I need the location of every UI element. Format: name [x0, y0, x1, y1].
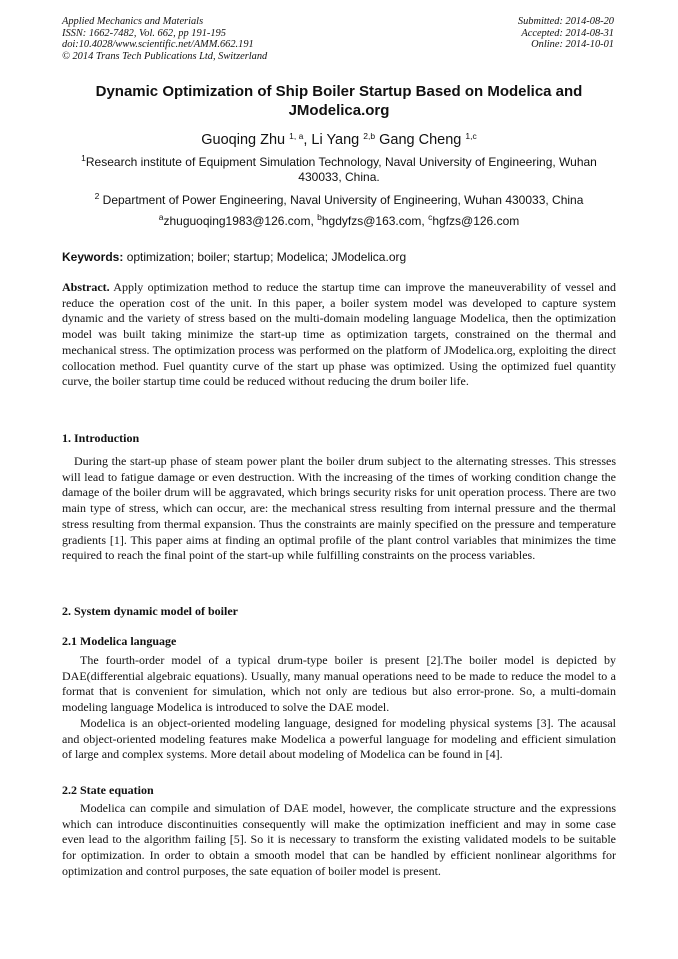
- keywords: [62, 250, 616, 265]
- email-address[interactable]: zhuguoqing1983@126.com,: [163, 214, 318, 228]
- keywords-text: optimization; boiler; startup; Modelica; JModelica.org: [123, 250, 407, 264]
- paragraph: The fourth-order model of a typical drum-type boiler is present [2].The boiler model is depicted by DAE(differential algebraic equations). Usually, many manual operations need to be made to reduce the model to a format that is convenient for simulation, which not only are tedious but also error-prone. So, a multi-domain modeling language Modelica is introduced to solve the DAE model.: [62, 653, 616, 715]
- author-affiliation-mark: 1,c: [465, 131, 477, 141]
- issn-line: ISSN: 1662-7482, Vol. 662, pp 191-195: [62, 27, 226, 39]
- paragraph: During the start-up phase of steam power plant the boiler drum subject to the alternating stresses. This stresses will lead to fatigue damage or even destruction. With the increasing of the times of working condition change the damage of the boiler drum will be aggravated, which brings security risks for unit operation process. There are two main type of stress, which can occur, are: the mechanical stress resulting from internal pressure and the thermal stress resulting from thermal expansion. Thus the constraints are mainly specified on the pressure and temperature gradients [1]. This paper aims at finding an optimal profile of the plant control variables that minimizes the time required to reach the final point of the start-up while fulfilling constraints on the process variables.: [62, 454, 616, 563]
- affiliation-1: [62, 155, 616, 185]
- journal-header-right: [518, 16, 614, 51]
- online-date: Online: 2014-10-01: [531, 39, 614, 51]
- title-line-2: JModelica.org: [288, 102, 390, 119]
- affiliation-text: 430033, China.: [298, 170, 380, 184]
- email-mark: a: [158, 212, 164, 222]
- paragraph: Modelica can compile and simulation of DAE model, however, the complicate structure and the expressions which can introduce discontinuities consequently will make the optimization inefficient and may in some case even lead to the algorithm failing [5]. So it is necessary to transform the existing validated models to be suitable for optimization. In order to obtain a smooth model that can be handled by efficient nonlinear algorithms for optimization and control purposes, the sate equation of boiler model is present.: [62, 801, 616, 878]
- affiliation-text: Department of Power Engineering, Naval University of Engineering, Wuhan 430033, China: [99, 193, 584, 207]
- author-affiliation-mark: 1, a: [289, 131, 304, 141]
- keywords-label: Keywords:: [62, 250, 124, 264]
- submitted-date: Submitted: 2014-08-20: [517, 16, 614, 27]
- author-name: Guoqing Zhu: [201, 132, 286, 148]
- journal-name: Applied Mechanics and Materials: [62, 16, 204, 27]
- author-emails: [62, 214, 616, 229]
- affiliation-mark: 2: [94, 191, 100, 201]
- subsection-heading-state-equation: 2.2 State equation: [62, 783, 154, 797]
- abstract: [62, 280, 616, 390]
- state-equation-body: [62, 801, 616, 880]
- email-address[interactable]: hgfzs@126.com: [432, 214, 520, 228]
- section-heading-system-model: 2. System dynamic model of boiler: [62, 604, 238, 618]
- modelica-body: [62, 653, 616, 763]
- abstract-label: Abstract.: [62, 280, 110, 294]
- affiliation-text: Research institute of Equipment Simulation Technology, Naval University of Engineering, Wuhan: [85, 155, 597, 169]
- author-name: , Li Yang: [303, 132, 360, 148]
- author-name: Gang Cheng: [375, 132, 462, 148]
- author-affiliation-mark: 2,b: [363, 131, 376, 141]
- email-mark: b: [317, 212, 322, 222]
- paper-title: [62, 82, 616, 120]
- paragraph: Modelica is an object-oriented modeling language, designed for modeling physical systems [3]. The acausal and object-oriented modeling features make Modelica a powerful language for modeling and efficient simulation of large and complex systems. More detail about modeling of Modelica can be found in [4].: [62, 715, 616, 762]
- author-list: [62, 131, 616, 149]
- copyright-line: © 2014 Trans Tech Publications Ltd, Switzerland: [62, 51, 268, 63]
- section-heading-introduction: 1. Introduction: [62, 431, 140, 445]
- email-mark: c: [428, 212, 433, 222]
- introduction-body: [62, 454, 616, 564]
- title-line-1: Dynamic Optimization of Ship Boiler Startup Based on Modelica and: [95, 83, 583, 100]
- subsection-heading-modelica: 2.1 Modelica language: [62, 634, 177, 648]
- affiliation-mark: 1: [81, 153, 86, 163]
- doi-line: doi:10.4028/www.scientific.net/AMM.662.191: [62, 39, 254, 51]
- accepted-date: Accepted: 2014-08-31: [521, 27, 614, 39]
- email-address[interactable]: hgdyfzs@163.com,: [321, 214, 429, 228]
- affiliation-2: [62, 193, 616, 208]
- abstract-text: Apply optimization method to reduce the startup time can improve the maneuverability of vessel and reduce the operation cost of the unit. In this paper, a boiler system model was developed to capture system dynamic and the variety of stress based on the multi-domain modeling language Modelica, then the optimization model was built taking minimize the start-up time as optimization targets, constrained on the thermal and mechanical stress. The optimization process was performed on the platform of JModelica.org, exploiting the direct collocation method. Fuel quantity curve of the start up phase was optimized. Using the optimized fuel quantity curve, the boiler startup time could be reduced without reducing the drum boiler life.: [62, 280, 616, 389]
- journal-header-left: [62, 16, 267, 63]
